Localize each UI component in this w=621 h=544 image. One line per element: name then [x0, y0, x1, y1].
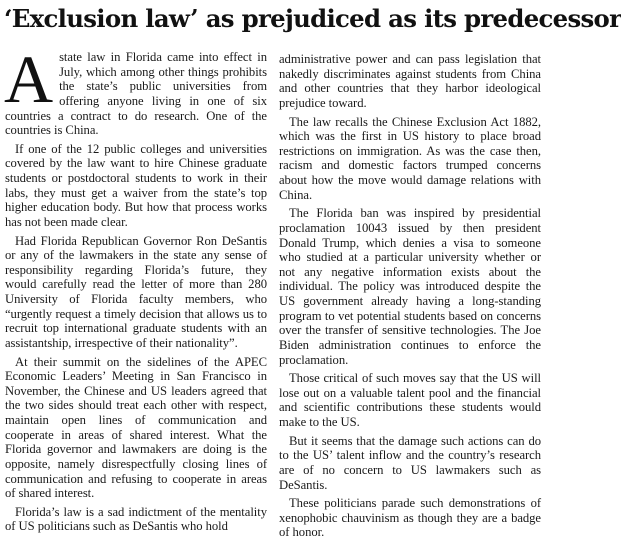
left-column [4, 41, 267, 538]
drop-cap: A [4, 41, 54, 117]
paragraph-3: Had Florida Republican Governor Ron DeSantis or any of the lawmakers in the state any sense of responsibility regarding Florida’s future, they would carefully read the letter of more than 280 University of Florida faculty members, who “urgently request a timely decision that allows us to recruit top international graduate students with an assistantship, irrespective of their nationality”. [5, 233, 267, 350]
paragraph-2: If one of the 12 public colleges and universities covered by the law want to hire Chinese graduate students or postdoctoral students to work in their labs, they must get a waiver from the state’s top higher education body. But how that process works has not been made clear. [5, 141, 267, 229]
paragraph-9: Those critical of such moves say that the US will lose out on a valuable talent pool and the financial and scientific contributions these students would make to the US. [279, 371, 541, 429]
paragraph-7: The law recalls the Chinese Exclusion Act 1882, which was the first in US history to place broad restrictions on immigration. As was the case then, racism and domestic factors trumped concerns about how the move would damage relations with China. [279, 114, 541, 202]
headline: ‘Exclusion law’ as prejudiced as its predecessor [4, 4, 621, 33]
paragraph-5: Florida’s law is a sad indictment of the mentality of US politicians such as DeSantis who hold [5, 504, 267, 534]
paragraph-1-text: state law in Florida came into effect in July, which among other things prohibits the state’s public universities from offering anyone living in one of six countries a contract to do research. One of the countries is China. [5, 50, 267, 138]
right-column [279, 52, 541, 544]
paragraph-4: At their summit on the sidelines of the APEC Economic Leaders’ Meeting in San Francisco in November, the Chinese and US leaders agreed that the two sides should treat each other with respect, maintain open lines of communication and cooperate in areas of shared interest. What the Florida governor and lawmakers are doing is the opposite, namely disrespectfully closing lines of communication and refusing to cooperate in areas of shared interest. [5, 354, 267, 501]
paragraph-6: administrative power and can pass legislation that nakedly discriminates against students from China and other countries that they harbor ideological prejudice toward. [279, 52, 541, 110]
paragraph-10: But it seems that the damage such actions can do to the US’ talent inflow and the country’s research are of no concern to US lawmakers such as DeSantis. [279, 433, 541, 492]
paragraph-1 [4, 41, 267, 138]
paragraph-8: The Florida ban was inspired by presidential proclamation 10043 issued by then president Donald Trump, which denies a visa to someone who studied at a particular university whether or not any negative information exists about the individual. The policy was introduced despite the US government already having a long-standing program to vet potential students based on concerns over the transfer of sensitive technologies. The Joe Biden administration continues to enforce the proclamation. [279, 206, 541, 367]
paragraph-11: These politicians parade such demonstrations of xenophobic chauvinism as though they are a badge of honor. [279, 496, 541, 540]
